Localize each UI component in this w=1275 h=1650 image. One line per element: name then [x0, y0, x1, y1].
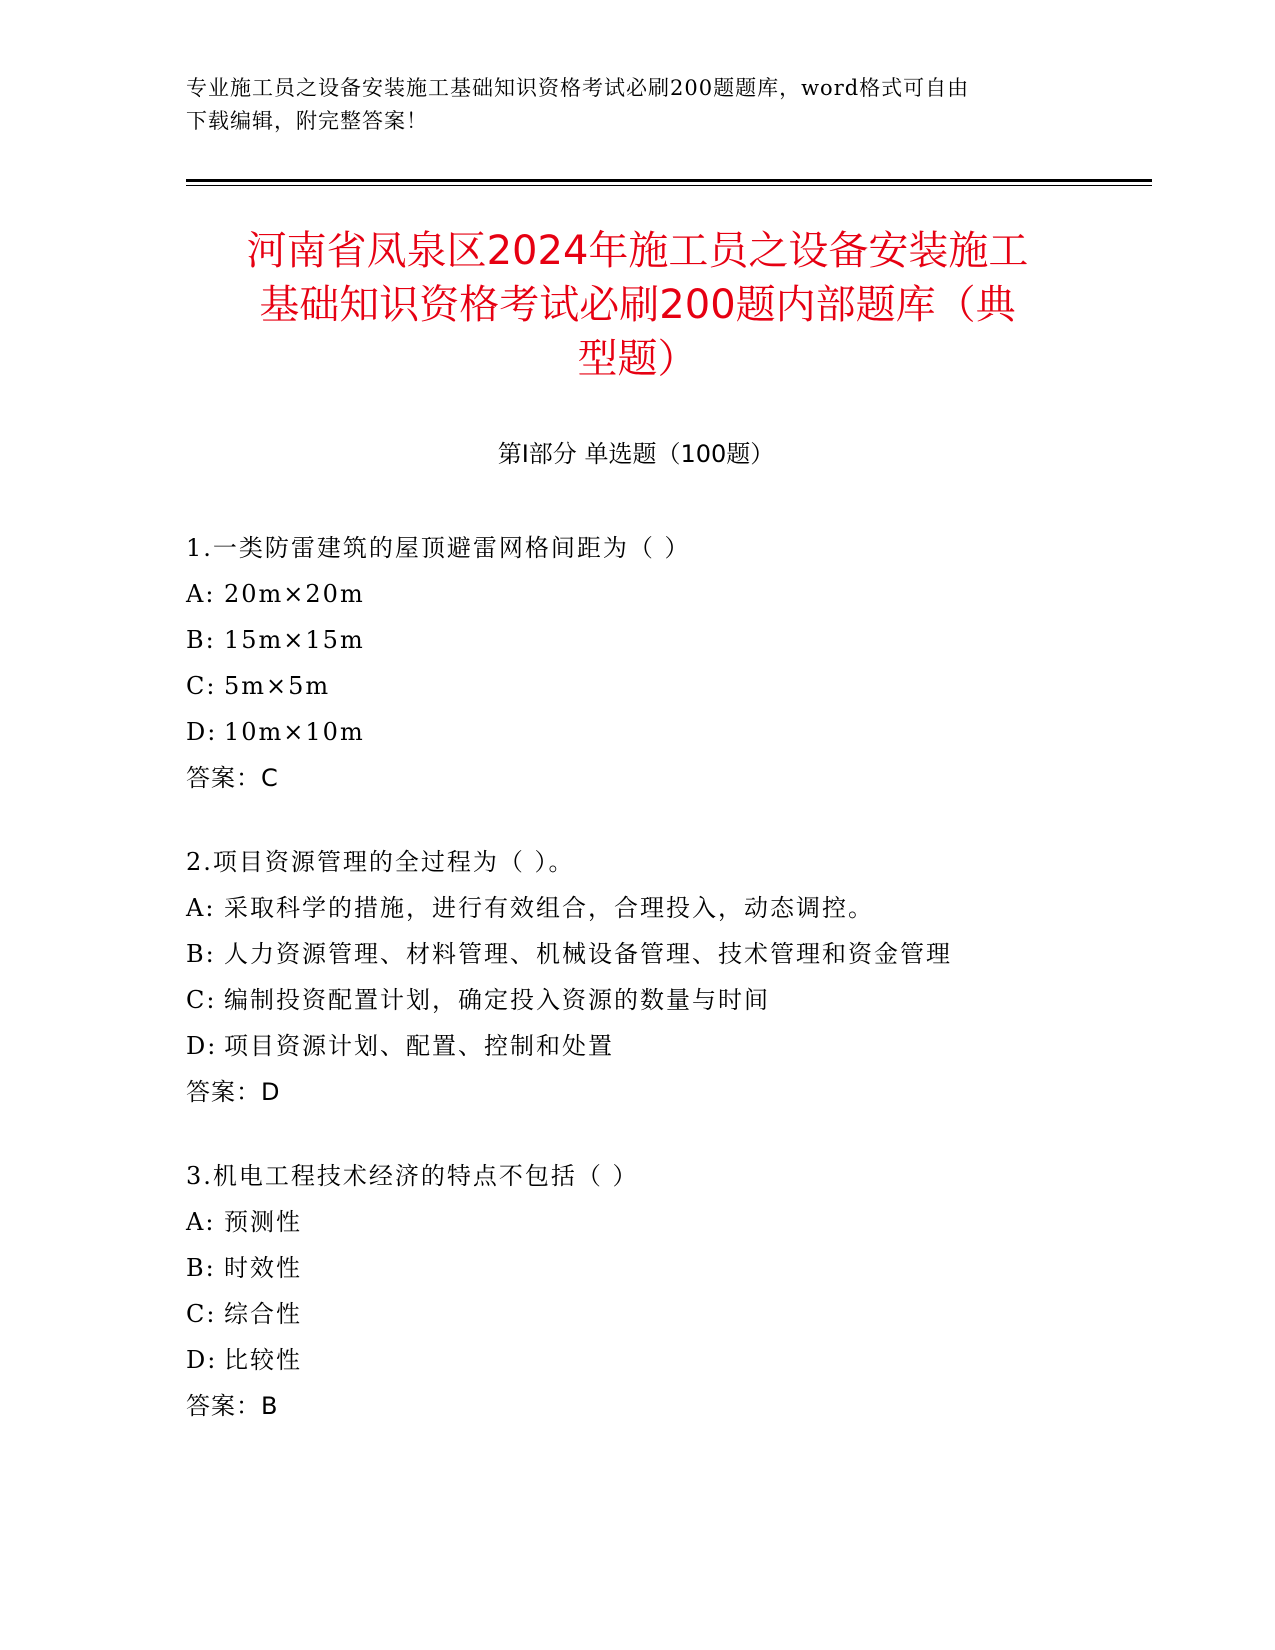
option-text: 综合性	[224, 1300, 302, 1328]
option-text: 预测性	[224, 1208, 302, 1236]
document-title	[150, 224, 1125, 386]
option-letter: A:	[186, 894, 216, 922]
option-text: 10m×10m	[224, 718, 365, 746]
answer-option	[186, 1337, 1152, 1383]
option-letter: D:	[186, 718, 218, 746]
question-stem: 1.一类防雷建筑的屋顶避雷网格间距为（ ）	[186, 534, 691, 562]
option-text: 15m×15m	[224, 626, 365, 654]
option-letter: B:	[186, 626, 216, 654]
option-text: 5m×5m	[224, 672, 331, 700]
answer-option	[186, 977, 1152, 1023]
document-title-line-3: 型题）	[577, 336, 698, 382]
option-letter: A:	[186, 580, 216, 608]
answer-option	[186, 885, 1152, 931]
answer-option	[186, 1291, 1152, 1337]
document-title-line-2: 基础知识资格考试必刷200题内部题库（典	[259, 282, 1016, 328]
question-block	[186, 1153, 1152, 1429]
option-text: 编制投资配置计划，确定投入资源的数量与时间	[224, 986, 770, 1014]
option-letter: D:	[186, 1032, 218, 1060]
option-text: 项目资源计划、配置、控制和处置	[224, 1032, 614, 1060]
question-list	[186, 525, 1152, 1467]
option-text: 人力资源管理、材料管理、机械设备管理、技术管理和资金管理	[224, 940, 952, 968]
section-title: 第Ⅰ部分 单选题（100题）	[497, 440, 775, 468]
answer-option	[186, 1245, 1152, 1291]
question-stem: 3.机电工程技术经济的特点不包括（ ）	[186, 1162, 639, 1190]
answer-key: 答案：D	[186, 1078, 281, 1106]
option-text: 时效性	[224, 1254, 302, 1282]
option-letter: C:	[186, 672, 217, 700]
answer-key: 答案：C	[186, 764, 279, 792]
answer-key: 答案：B	[186, 1392, 279, 1420]
option-text: 20m×20m	[224, 580, 365, 608]
header-divider-thin	[186, 185, 1152, 186]
header-divider-thick	[186, 179, 1152, 182]
answer-option	[186, 617, 1152, 663]
option-letter: C:	[186, 1300, 217, 1328]
option-letter: A:	[186, 1208, 216, 1236]
question-block	[186, 839, 1152, 1115]
answer-option	[186, 1199, 1152, 1245]
question-block	[186, 525, 1152, 801]
document-title-line-1: 河南省凤泉区2024年施工员之设备安装施工	[246, 228, 1029, 274]
header-note-line-2: 下载编辑，附完整答案！	[186, 109, 428, 133]
option-text: 采取科学的措施，进行有效组合，合理投入，动态调控。	[224, 894, 874, 922]
answer-option	[186, 663, 1152, 709]
header-note-line-1: 专业施工员之设备安装施工基础知识资格考试必刷200题题库，word格式可自由	[186, 76, 970, 100]
option-letter: D:	[186, 1346, 218, 1374]
answer-option	[186, 571, 1152, 617]
answer-option	[186, 709, 1152, 755]
question-stem: 2.项目资源管理的全过程为（ ）。	[186, 848, 575, 876]
answer-option	[186, 931, 1152, 977]
option-letter: B:	[186, 940, 216, 968]
option-text: 比较性	[224, 1346, 302, 1374]
option-letter: C:	[186, 986, 217, 1014]
answer-option	[186, 1023, 1152, 1069]
option-letter: B:	[186, 1254, 216, 1282]
header-note	[186, 72, 1086, 138]
